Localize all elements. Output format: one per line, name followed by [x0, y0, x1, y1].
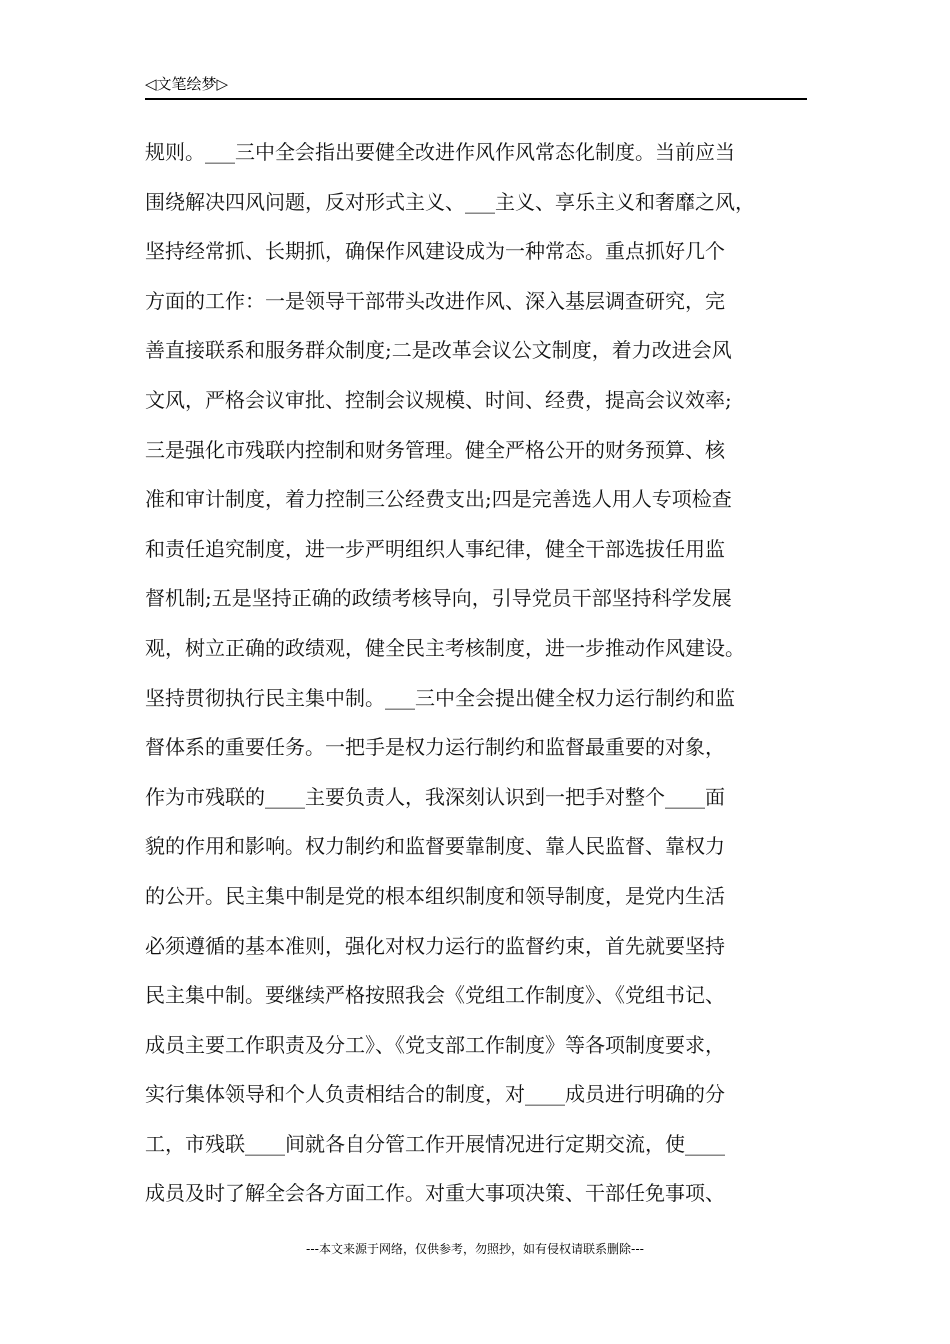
- body-line: 督机制;五是坚持正确的政绩考核导向，引导党员干部坚持科学发展: [145, 586, 732, 611]
- body-line: 善直接联系和服务群众制度;二是改革会议公文制度，着力改进会风: [145, 338, 732, 363]
- body-text: [145, 128, 807, 1219]
- body-line: 坚持经常抓、长期抓，确保作风建设成为一种常态。重点抓好几个: [145, 239, 725, 264]
- body-line: 成员及时了解全会各方面工作。对重大事项决策、干部任免事项、: [145, 1181, 725, 1206]
- body-line: 成员主要工作职责及分工》、《党支部工作制度》等各项制度要求，: [145, 1032, 725, 1057]
- body-line: 文风，严格会议审批、控制会议规模、时间、经费，提高会议效率;: [145, 387, 732, 412]
- body-line: 作为市残联的____主要负责人，我深刻认识到一把手对整个____面: [145, 784, 725, 809]
- body-line: 民主集中制。要继续严格按照我会《党组工作制度》、《党组书记、: [145, 983, 725, 1008]
- body-line: 三是强化市残联内控制和财务管理。健全严格公开的财务预算、核: [145, 437, 725, 462]
- body-line: 和责任追究制度，进一步严明组织人事纪律，健全干部选拔任用监: [145, 536, 725, 561]
- page-footer: ---本文来源于网络，仅供参考，勿照抄，如有侵权请联系删除---: [306, 1242, 644, 1256]
- body-line: 貌的作用和影响。权力制约和监督要靠制度、靠人民监督、靠权力: [145, 834, 725, 859]
- body-line: 规则。___三中全会指出要健全改进作风作风常态化制度。当前应当: [145, 140, 735, 164]
- body-line: 准和审计制度，着力控制三公经费支出;四是完善选人用人专项检查: [145, 487, 732, 512]
- body-line: 实行集体领导和个人负责相结合的制度，对____成员进行明确的分: [145, 1082, 725, 1107]
- body-line: 工，市残联____间就各自分管工作开展情况进行定期交流，使____: [145, 1131, 725, 1156]
- body-line: 方面的工作：一是领导干部带头改进作风、深入基层调查研究，完: [145, 288, 725, 313]
- body-line: 督体系的重要任务。一把手是权力运行制约和监督最重要的对象，: [145, 735, 725, 760]
- body-line: 观，树立正确的政绩观，健全民主考核制度，进一步推动作风建设。: [145, 635, 745, 660]
- header-title: ◁文笔绘梦▷: [145, 75, 229, 93]
- body-line: 坚持贯彻执行民主集中制。___三中全会提出健全权力运行制约和监: [145, 685, 735, 710]
- page-header: [145, 74, 807, 100]
- body-line: 的公开。民主集中制是党的根本组织制度和领导制度，是党内生活: [145, 883, 725, 908]
- body-line: 必须遵循的基本准则，强化对权力运行的监督约束，首先就要坚持: [145, 933, 725, 958]
- body-line: 围绕解决四风问题，反对形式主义、___主义、享乐主义和奢靡之风，: [145, 189, 755, 214]
